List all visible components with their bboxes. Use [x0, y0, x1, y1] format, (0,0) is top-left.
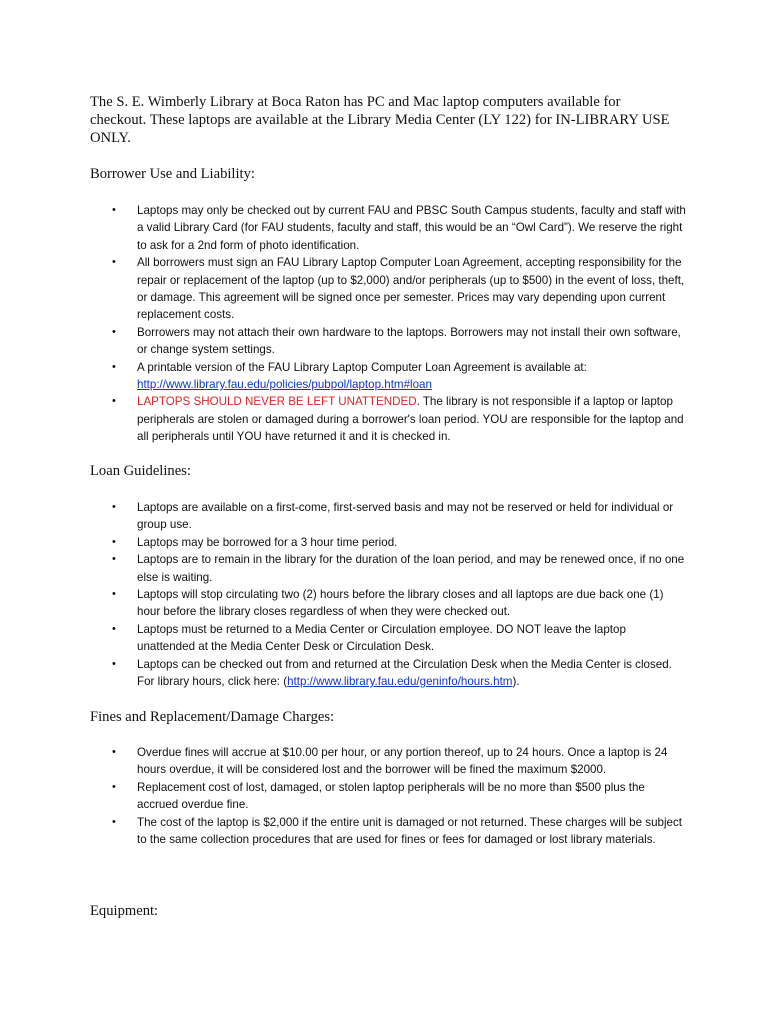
bullet-icon: • [112, 657, 116, 670]
item-text: Laptops are to remain in the library for the duration of the loan period, and may be renewed once, if no one else is waiting. [137, 553, 685, 584]
bullet-icon: • [112, 535, 116, 548]
list-item [112, 499, 686, 534]
list-item [112, 586, 686, 621]
borrower-heading: Borrower Use and Liability: [90, 166, 255, 182]
fines-list [112, 744, 686, 848]
item-text: Laptops may only be checked out by current FAU and PBSC South Campus students, faculty and staff with a valid Library Card (for FAU students, faculty and staff, this would be an “Owl Card”). We reserve the right to ask for a 2nd form of photo identification. [137, 204, 686, 252]
list-item [112, 393, 686, 445]
bullet-icon: • [112, 395, 116, 408]
library-hours-link[interactable]: http://www.library.fau.edu/geninfo/hours.htm [287, 675, 513, 689]
item-text: Replacement cost of lost, damaged, or stolen laptop peripherals will be no more than $500 plus the accrued overdue fine. [137, 780, 645, 812]
loan-heading: Loan Guidelines: [90, 463, 191, 479]
fines-heading: Fines and Replacement/Damage Charges: [90, 709, 335, 725]
item-text: All borrowers must sign an FAU Library Laptop Computer Loan Agreement, accepting responsibility for the repair or replacement of the laptop (up to $2,000) and/or peripherals (up to $500) in the event of loss, theft, or damage. This agreement will be signed once per semester. Prices may vary depending upon current replacement costs. [137, 256, 685, 322]
bullet-icon: • [112, 622, 116, 635]
list-item [112, 254, 686, 324]
item-text: Borrowers may not attach their own hardware to the laptops. Borrowers may not install their own software, or change system settings. [137, 325, 681, 357]
item-suffix: ). [512, 675, 520, 689]
list-item [112, 814, 686, 849]
list-item [112, 202, 686, 254]
bullet-icon: • [112, 588, 116, 601]
list-item [112, 551, 686, 586]
bullet-icon: • [112, 553, 116, 566]
list-item [112, 656, 686, 691]
borrower-list [112, 202, 686, 446]
list-item [112, 779, 686, 814]
item-text: Laptops are available on a first-come, first-served basis and may not be reserved or held for individual or group use. [137, 501, 674, 532]
item-text: A printable version of the FAU Library Laptop Computer Loan Agreement is available at: [137, 360, 587, 374]
list-item [112, 744, 686, 779]
item-text: Laptops will stop circulating two (2) hours before the library closes and all laptops are due back one (1) hour before the library closes regardless of when they were checked out. [137, 588, 664, 619]
bullet-icon: • [112, 501, 116, 513]
equipment-heading: Equipment: [90, 903, 159, 919]
bullet-icon: • [112, 360, 116, 373]
item-text: Laptops can be checked out from and returned at the Circulation Desk when the Media Center is closed. For library hours, click here: ( [137, 657, 672, 689]
bullet-icon: • [112, 256, 116, 269]
loan-list [112, 499, 686, 690]
list-item [112, 621, 686, 656]
bullet-icon: • [112, 204, 116, 216]
unattended-warning: LAPTOPS SHOULD NEVER BE LEFT UNATTENDED [137, 395, 417, 409]
item-text: Laptops may be borrowed for a 3 hour time period. [137, 535, 398, 549]
item-text: The cost of the laptop is $2,000 if the entire unit is damaged or not returned. These charges will be subject to the same collection procedures that are used for fines or fees for damaged or lost library materials. [137, 815, 683, 847]
loan-agreement-link[interactable]: http://www.library.fau.edu/policies/pubpol/laptop.htm#loan [137, 378, 432, 392]
list-item [112, 324, 686, 359]
list-item [112, 359, 686, 394]
item-text: Overdue fines will accrue at $10.00 per hour, or any portion thereof, up to 24 hours. Once a laptop is 24 hours overdue, it will be considered lost and the borrower will be fined the maximum $2000. [137, 746, 668, 777]
item-text: Laptops must be returned to a Media Center or Circulation employee. DO NOT leave the laptop unattended at the Media Center Desk or Circulation Desk. [137, 622, 626, 654]
bullet-icon: • [112, 325, 116, 338]
bullet-icon: • [112, 780, 116, 793]
bullet-icon: • [112, 815, 116, 828]
bullet-icon: • [112, 746, 116, 758]
item-text: . The library is not responsible if a laptop or laptop peripherals are stolen or damaged during a borrower's loan period. YOU are responsible for the laptop and all peripherals until YOU have returned it and it is checked in. [137, 395, 684, 444]
intro-paragraph: The S. E. Wimberly Library at Boca Raton has PC and Mac laptop computers available for checkout. These laptops are available at the Library Media Center (LY 122) for IN-LIBRARY USE ONLY. [90, 94, 670, 146]
list-item [112, 534, 686, 551]
